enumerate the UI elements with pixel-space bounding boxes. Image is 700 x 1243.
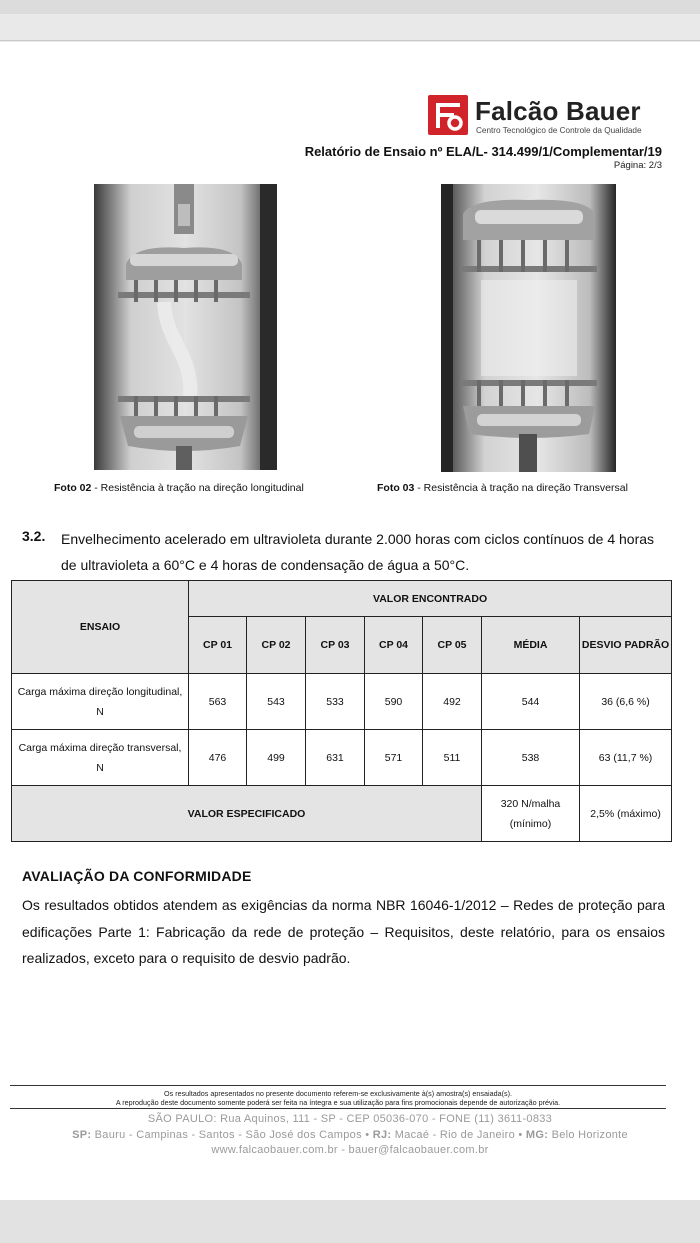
section-description: Envelhecimento acelerado em ultravioleta durante 2.000 horas com ciclos contínuos de 4 horas de ultravioleta a 60°C e 4 horas de condensação de água a 50°C. bbox=[61, 531, 655, 573]
table-row bbox=[12, 674, 672, 730]
header-cp05: CP 05 bbox=[423, 617, 482, 674]
header-media: MÉDIA bbox=[482, 617, 580, 674]
footer-address: SÃO PAULO: Rua Aquinos, 111 - SP - CEP 05036-070 - FONE (11) 3611-0833 bbox=[147, 1113, 553, 1125]
footer-mg-cities: Belo Horizonte bbox=[548, 1129, 628, 1141]
photo-caption-text-1: - Resistência à tração na direção longitudinal bbox=[91, 482, 304, 494]
header-cp02: CP 02 bbox=[247, 617, 306, 674]
table-cell-media: 538 bbox=[482, 730, 580, 786]
header-cp01: CP 01 bbox=[189, 617, 247, 674]
spec-desvio: 2,5% (máximo) bbox=[580, 786, 672, 842]
section-number: 3.2. bbox=[22, 528, 46, 544]
table-cell: 492 bbox=[423, 674, 482, 730]
footer-divider-top bbox=[10, 1085, 666, 1086]
table-cell: 563 bbox=[189, 674, 247, 730]
footer-contact bbox=[0, 1144, 700, 1156]
spec-label: VALOR ESPECIFICADO bbox=[12, 786, 482, 842]
page-number: Página: 2/3 bbox=[613, 160, 662, 171]
viewer-top-bar bbox=[0, 0, 700, 14]
header-cp04: CP 04 bbox=[365, 617, 423, 674]
report-number: Relatório de Ensaio nº ELA/L- 314.499/1/Complementar/19 bbox=[304, 144, 662, 159]
photo-longitudinal-test bbox=[94, 184, 277, 470]
footer-separator: - bbox=[337, 1144, 349, 1156]
table-row bbox=[12, 730, 672, 786]
footer-website-link[interactable]: www.falcaobauer.com.br bbox=[211, 1144, 338, 1156]
table-cell: 590 bbox=[365, 674, 423, 730]
table-cell: 511 bbox=[423, 730, 482, 786]
header-desvio-padrao: DESVIO PADRÃO bbox=[580, 617, 672, 674]
table-cell: 499 bbox=[247, 730, 306, 786]
spec-row bbox=[12, 786, 672, 842]
table-cell: 533 bbox=[306, 674, 365, 730]
results-table bbox=[11, 580, 672, 842]
logo-mark-icon bbox=[428, 95, 468, 135]
footer-sp-label: SP: bbox=[72, 1129, 92, 1141]
photo-label-2: Foto 03 bbox=[377, 482, 415, 494]
footer-sp-cities: Bauru - Campinas - Santos - São José dos Campos • bbox=[91, 1129, 373, 1141]
photo-label-1: Foto 02 bbox=[54, 482, 92, 494]
photo-transversal-test bbox=[441, 184, 616, 472]
conformity-title: AVALIAÇÃO DA CONFORMIDADE bbox=[22, 868, 252, 884]
table-cell: 543 bbox=[247, 674, 306, 730]
table-cell-desvio: 63 (11,7 %) bbox=[580, 730, 672, 786]
conformity-text: Os resultados obtidos atendem as exigências da norma NBR 16046-1/2012 – Redes de proteção para edificações Parte 1: Fabricação da rede de proteção – Requisitos, deste relatório, para os ensaios realizados, exceto para o requisito de desvio padrão. bbox=[22, 897, 665, 966]
table-cell-desvio: 36 (6,6 %) bbox=[580, 674, 672, 730]
header-valor-encontrado: VALOR ENCONTRADO bbox=[189, 581, 672, 617]
footer-rj-cities: Macaé - Rio de Janeiro • bbox=[391, 1129, 526, 1141]
spec-media: 320 N/malha (mínimo) bbox=[482, 786, 580, 842]
footer-divider-bottom bbox=[10, 1108, 666, 1109]
table-cell: 631 bbox=[306, 730, 365, 786]
photo-caption-1 bbox=[54, 482, 304, 494]
brand-name: Falcão Bauer bbox=[475, 96, 641, 126]
viewer-top-divider bbox=[0, 40, 700, 41]
footer-mg-label: MG: bbox=[525, 1129, 549, 1141]
viewer-bottom-bar bbox=[0, 1200, 700, 1243]
header-ensaio: ENSAIO bbox=[12, 581, 189, 674]
company-logo bbox=[428, 95, 668, 135]
table-cell: 476 bbox=[189, 730, 247, 786]
brand-subtitle: Centro Tecnológico de Controle da Qualidade bbox=[476, 126, 642, 135]
footer-disclaimer-2: A reprodução deste documento somente poderá ser feita na íntegra e sua utilização para fins promocionais depende de autorização prévia. bbox=[115, 1098, 561, 1107]
photo-caption-text-2: - Resistência à tração na direção Transversal bbox=[414, 482, 628, 494]
row-label: Carga máxima direção longitudinal, N bbox=[12, 674, 189, 730]
row-label: Carga máxima direção transversal, N bbox=[12, 730, 189, 786]
footer-disclaimer-1: Os resultados apresentados no presente documento referem-se exclusivamente à(s) amostra(s) ensaiada(s). bbox=[164, 1089, 512, 1098]
table-cell: 571 bbox=[365, 730, 423, 786]
photo-caption-2 bbox=[377, 482, 628, 494]
header-cp03: CP 03 bbox=[306, 617, 365, 674]
footer-email-link[interactable]: bauer@falcaobauer.com.br bbox=[348, 1144, 489, 1156]
table-cell-media: 544 bbox=[482, 674, 580, 730]
footer-branches bbox=[0, 1129, 700, 1141]
footer-rj-label: RJ: bbox=[372, 1129, 392, 1141]
